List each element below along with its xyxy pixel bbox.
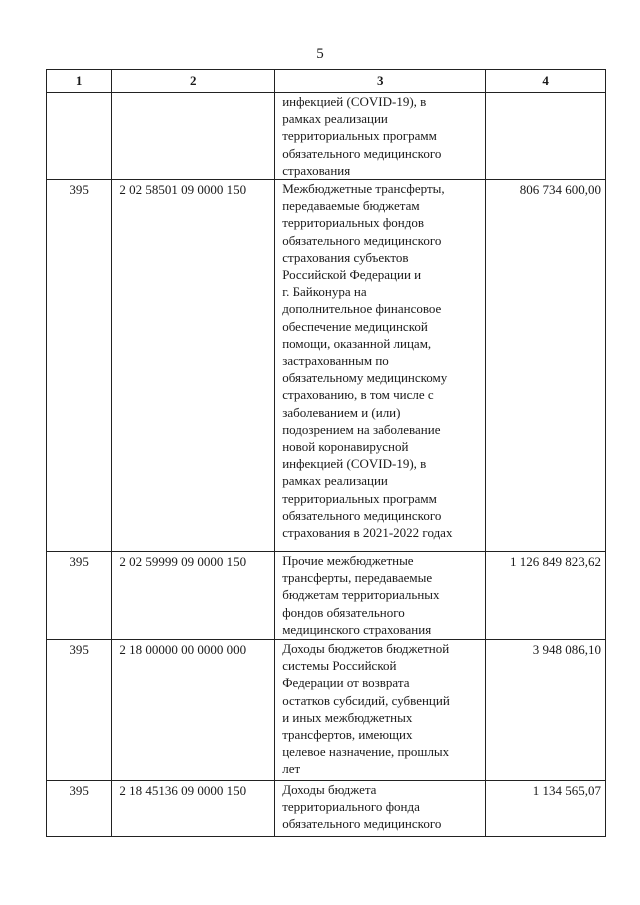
cell-budget-code: 2 18 45136 09 0000 150 xyxy=(112,781,275,837)
table-row xyxy=(47,180,606,552)
cell-description: инфекцией (COVID-19), в рамках реализации территориальных программ обязательного медицинского страхования xyxy=(275,93,486,180)
cell-description: Доходы бюджетов бюджетной системы Российской Федерации от возврата остатков субсидий, субвенций и иных межбюджетных трансфертов, имеющих целевое назначение, прошлых лет xyxy=(275,640,486,781)
table-header-row xyxy=(47,70,606,93)
table-row xyxy=(47,93,606,180)
cell-description: Межбюджетные трансферты, передаваемые бюджетам территориальных фондов обязательного медицинского страхования субъектов Российской Федерации и г. Байконура на дополнительное финансовое обеспечение медицинской помощи, оказанной лицам, застрахованным по обязательному медицинскому страхованию, в том числе с заболеванием и (или) подозрением на заболевание новой коронавирусной инфекцией (COVID-19), в рамках реализации территориальных программ обязательного медицинского страхования в 2021-2022 годах xyxy=(275,180,486,552)
cell-amount: 1 134 565,07 xyxy=(486,781,606,837)
header-col-4: 4 xyxy=(486,70,606,93)
cell-amount: 3 948 086,10 xyxy=(486,640,606,781)
cell-budget-code: 2 02 58501 09 0000 150 xyxy=(112,180,275,552)
cell-admin-code: 395 xyxy=(47,552,112,640)
header-col-3: 3 xyxy=(275,70,486,93)
page-number: 5 xyxy=(316,46,324,62)
cell-amount: 806 734 600,00 xyxy=(486,180,606,552)
cell-amount xyxy=(486,93,606,180)
cell-budget-code xyxy=(112,93,275,180)
cell-admin-code: 395 xyxy=(47,781,112,837)
cell-admin-code: 395 xyxy=(47,180,112,552)
table-row xyxy=(47,640,606,781)
table-row xyxy=(47,781,606,837)
cell-budget-code: 2 02 59999 09 0000 150 xyxy=(112,552,275,640)
header-col-1: 1 xyxy=(47,70,112,93)
cell-admin-code: 395 xyxy=(47,640,112,781)
cell-description: Доходы бюджета территориального фонда обязательного медицинского xyxy=(275,781,486,837)
cell-amount: 1 126 849 823,62 xyxy=(486,552,606,640)
budget-table xyxy=(46,69,606,837)
table-row xyxy=(47,552,606,640)
cell-admin-code xyxy=(47,93,112,180)
cell-description: Прочие межбюджетные трансферты, передаваемые бюджетам территориальных фондов обязательного медицинского страхования xyxy=(275,552,486,640)
cell-budget-code: 2 18 00000 00 0000 000 xyxy=(112,640,275,781)
header-col-2: 2 xyxy=(112,70,275,93)
